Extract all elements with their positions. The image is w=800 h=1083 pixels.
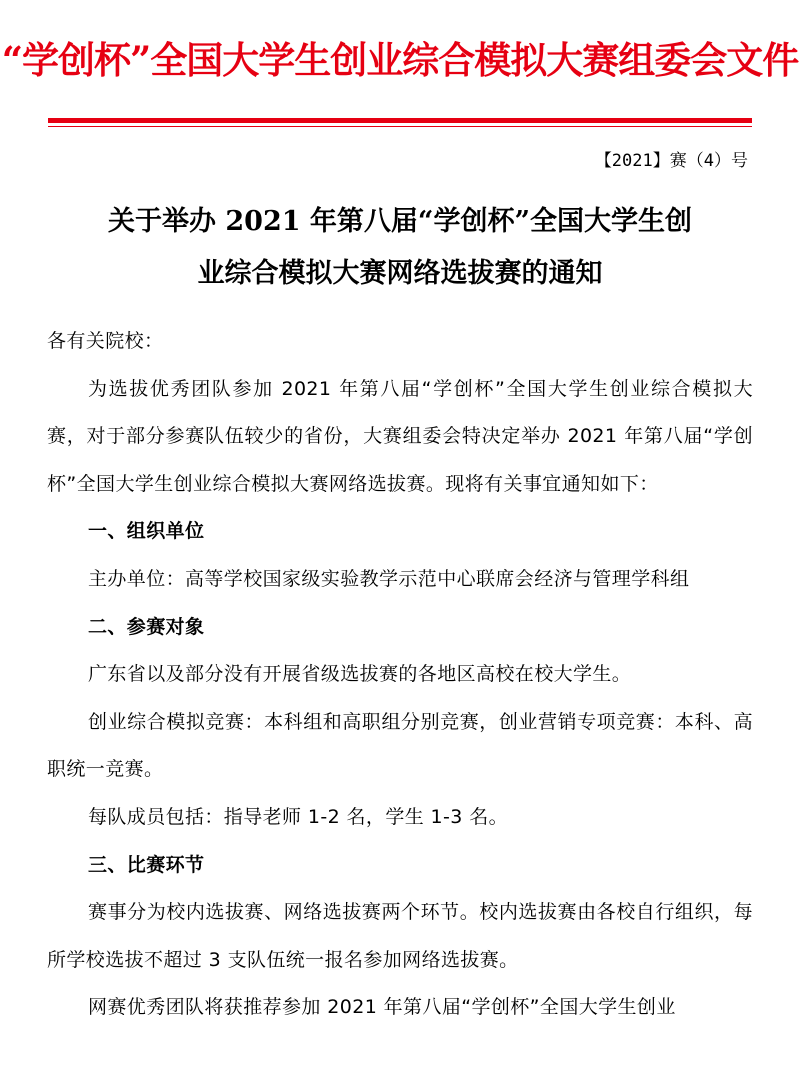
notice-title	[40, 196, 760, 300]
org-header-title: “学创杯”全国大学生创业综合模拟大赛组委会文件	[1, 38, 799, 82]
organizer-paragraph: 主办单位：高等学校国家级实验教学示范中心联席会经济与管理学科组	[88, 567, 690, 590]
section-heading-organizer: 一、组织单位	[88, 520, 205, 543]
stages-paragraph-2: 网赛优秀团队将获推荐参加 2021 年第八届“学创杯”全国大学生创业	[88, 996, 676, 1019]
section-heading-stages: 三、比赛环节	[88, 853, 205, 876]
participants-paragraph-2: 创业综合模拟竞赛：本科组和高职组分别竞赛，创业营销专项竞赛：本科、高职统一竞赛。	[47, 710, 753, 781]
document-number: 【2021】赛（4）号	[594, 151, 748, 171]
salutation: 各有关院校：	[47, 330, 164, 352]
notice-title-line-2: 业综合模拟大赛网络选拔赛的通知	[197, 258, 603, 289]
participants-paragraph-1: 广东省以及部分没有开展省级选拔赛的各地区高校在校大学生。	[88, 663, 632, 686]
participants-paragraph-3: 每队成员包括：指导老师 1-2 名，学生 1-3 名。	[88, 805, 509, 828]
notice-title-line-1: 关于举办 2021 年第八届“学创杯”全国大学生创	[107, 206, 692, 237]
notice-body	[47, 318, 753, 1032]
header-divider-thick	[48, 118, 752, 123]
stages-paragraph-1: 赛事分为校内选拔赛、网络选拔赛两个环节。校内选拔赛由各校自行组织，每所学校选拔不超过 3 支队伍统一报名参加网络选拔赛。	[47, 901, 753, 971]
intro-paragraph: 为选拔优秀团队参加 2021 年第八届“学创杯”全国大学生创业综合模拟大赛，对于部分参赛队伍较少的省份，大赛组委会特决定举办 2021 年第八届“学创杯”全国大学生创业综合模拟大赛网络选拔赛。现将有关事宜通知如下：	[47, 377, 753, 495]
header-divider-thin	[48, 126, 752, 127]
section-heading-participants: 二、参赛对象	[88, 615, 205, 638]
